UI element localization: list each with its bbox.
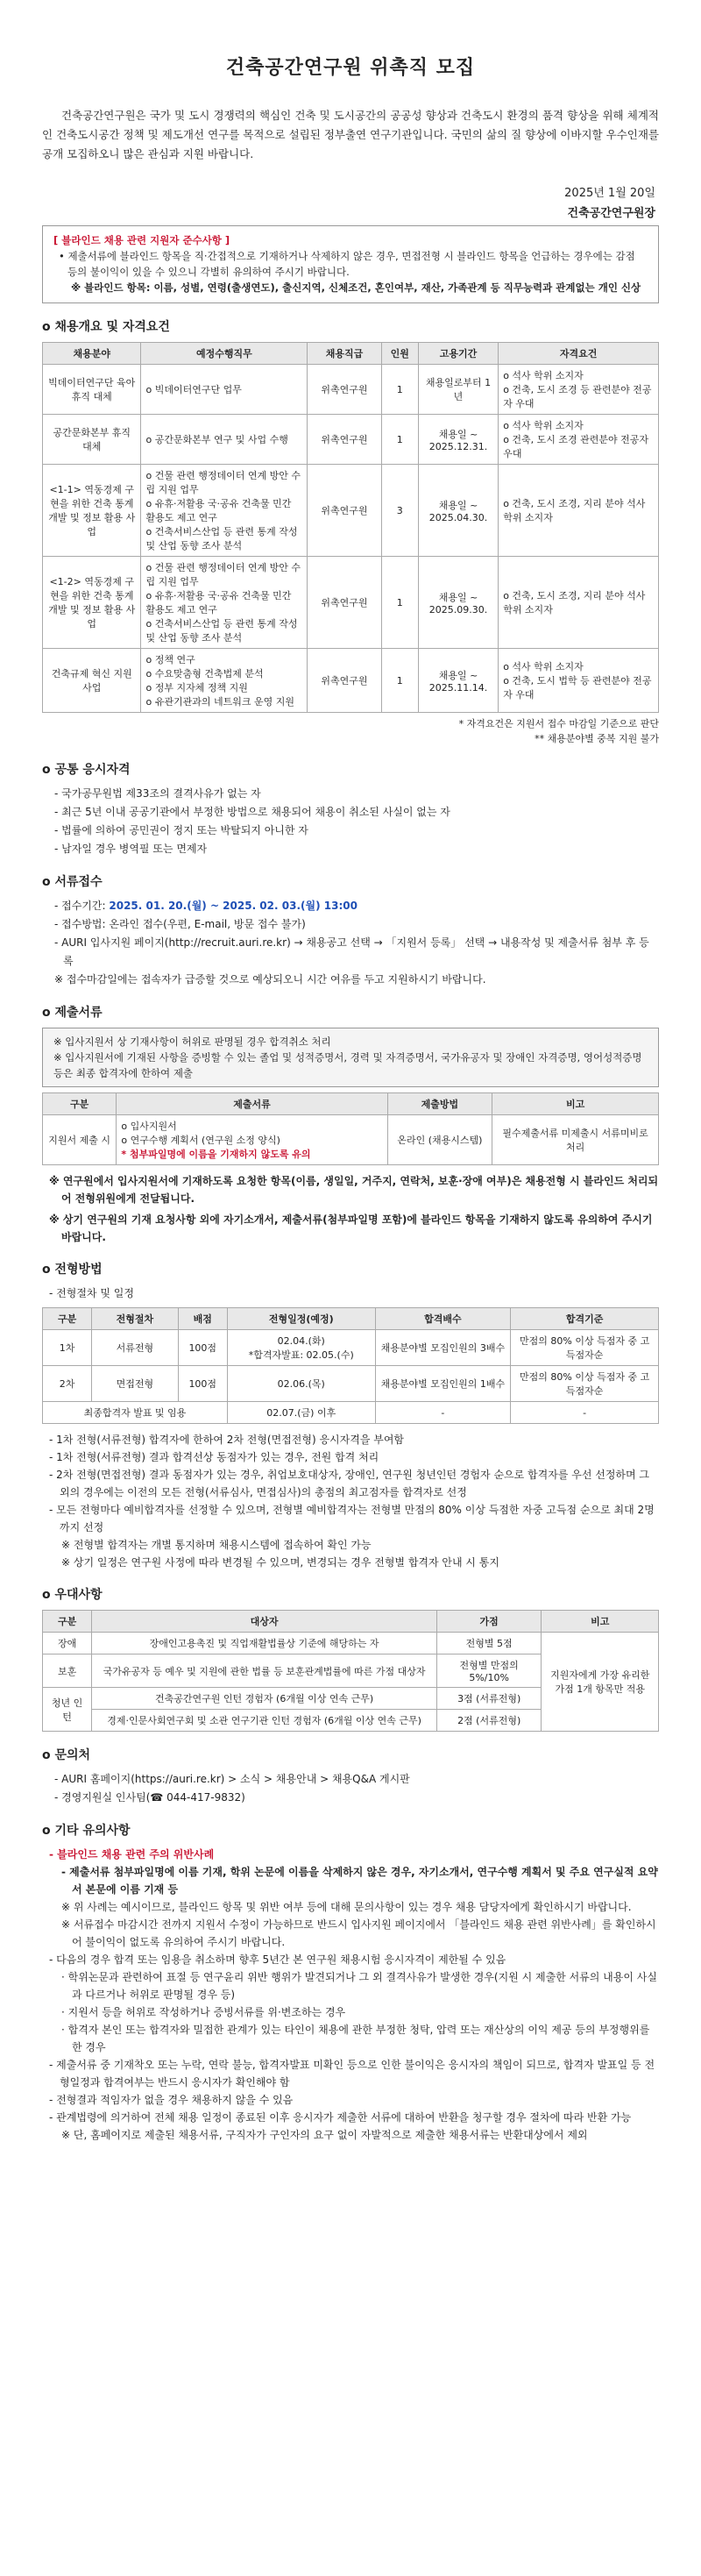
section-heading-overview: o 채용개요 및 자격요건 xyxy=(42,320,170,334)
table-header: 비고 xyxy=(542,1611,659,1633)
preference-table xyxy=(42,1610,659,1732)
list-item: - 남자일 경우 병역필 또는 면제자 xyxy=(54,843,208,855)
table-cell: 3 xyxy=(381,465,418,557)
table-row xyxy=(43,1633,659,1654)
documents-table xyxy=(42,1092,659,1165)
table-cell: 02.06.(목) xyxy=(227,1366,375,1402)
table-cell: 국가유공자 등 예우 및 지원에 관한 법률 등 보훈관계법률에 따른 가점 대상자 xyxy=(92,1654,437,1688)
list-item: ※ 상기 일정은 연구원 사정에 따라 변경될 수 있으며, 변경되는 경우 전형별 합격자 안내 시 통지 xyxy=(61,1556,499,1569)
doc-item: o 입사지원서 xyxy=(121,1121,177,1132)
table-cell: 1 xyxy=(381,649,418,713)
list-item: - 최근 5년 이내 공공기관에서 부정한 방법으로 채용되어 채용이 취소된 사실이 없는 자 xyxy=(54,806,450,818)
table-cell: 채용일로부터 1년 xyxy=(418,365,498,415)
table-cell: 위촉연구원 xyxy=(308,415,381,465)
table-cell: 채용일 ~ 2025.12.31. xyxy=(418,415,498,465)
table-header: 고용기간 xyxy=(418,343,498,365)
application-list xyxy=(42,897,659,989)
table-cell: 위촉연구원 xyxy=(308,557,381,649)
table-cell: 1 xyxy=(381,415,418,465)
table-cell: 100점 xyxy=(178,1330,227,1366)
table-cell xyxy=(117,1115,387,1165)
eligibility-list xyxy=(42,785,659,858)
table-cell: 2차 xyxy=(43,1366,92,1402)
doc-item: o 연구수행 계획서 (연구원 소정 양식) xyxy=(121,1135,280,1146)
blind-notice-box xyxy=(42,225,659,303)
list-item: - 2차 전형(면접전형) 결과 동점자가 있는 경우, 취업보호대상자, 장애인, 연구원 청년인턴 경험자 순으로 합격자를 우선 선정하며 그 외의 경우에는 이전의 모든 전형(서류심사, 면접심사)의 총점의 최고점자를 합격자로 선정 xyxy=(49,1469,649,1498)
table-header: 채용직급 xyxy=(308,343,381,365)
section-heading-process: o 전형방법 xyxy=(42,1263,103,1277)
list-item: - 전형결과 적임자가 없을 경우 채용하지 않을 수 있음 xyxy=(49,2094,294,2106)
section-heading-other: o 기타 유의사항 xyxy=(42,1824,131,1838)
table-cell: 지원서 제출 시 xyxy=(43,1115,117,1165)
table-cell: o 석사 학위 소지자 o 건축, 도시 조경 등 관련분야 전공자 우대 xyxy=(499,365,659,415)
list-item: ※ 위 사례는 예시이므로, 블라인드 항목 및 위반 여부 등에 대해 문의사항이 있는 경우 채용 담당자에게 확인하시기 바랍니다. xyxy=(61,1901,632,1913)
application-period: 2025. 01. 20.(월) ~ 2025. 02. 03.(월) 13:00 xyxy=(109,900,358,912)
table-header: 합격기준 xyxy=(511,1308,659,1330)
table-header: 전형절차 xyxy=(92,1308,178,1330)
table-cell: 100점 xyxy=(178,1366,227,1402)
page-title: 건축공간연구원 위촉직 모집 xyxy=(225,57,476,79)
table-cell: o 석사 학위 소지자 o 건축, 도시 조경 관련분야 전공자 우대 xyxy=(499,415,659,465)
table-cell: 만점의 80% 이상 득점자 중 고득점자순 xyxy=(511,1330,659,1366)
table-cell: 빅데이터연구단 육아휴직 대체 xyxy=(43,365,141,415)
table-header: 구분 xyxy=(43,1308,92,1330)
table-header: 구분 xyxy=(43,1093,117,1115)
list-item: - 제출서류 중 기재착오 또는 누락, 연락 불능, 합격자발표 미확인 등으로 인한 불이익은 응시자의 책임이 되므로, 합격자 발표일 등 전형일정과 합격여부는 반드시 응시자가 확인해야 함 xyxy=(49,2059,655,2089)
table-cell: o 건축, 도시 조경, 지리 분야 석사 학위 소지자 xyxy=(499,557,659,649)
list-item: ※ 서류접수 마감시간 전까지 지원서 수정이 가능하므로 반드시 입사지원 페이지에서 「블라인드 채용 관련 위반사례」를 확인하시어 불이익이 없도록 유의하여 주시기 바랍니다. xyxy=(61,1918,656,1948)
table-header: 가점 xyxy=(436,1611,542,1633)
table-cell: 면접전형 xyxy=(92,1366,178,1402)
list-item: - 1차 전형(서류전형) 결과 합격선상 동점자가 있는 경우, 전원 합격 처리 xyxy=(49,1451,379,1463)
table-row xyxy=(43,649,659,713)
table-cell: 채용일 ~ 2025.09.30. xyxy=(418,557,498,649)
table-cell: 채용분야별 모집인원의 1배수 xyxy=(375,1366,511,1402)
table-cell: 위촉연구원 xyxy=(308,365,381,415)
documents-note-box xyxy=(42,1028,659,1087)
list-item: - 접수방법: 온라인 접수(우편, E-mail, 방문 접수 불가) xyxy=(54,918,306,930)
table-header: 제출방법 xyxy=(387,1093,492,1115)
list-item: - 관계법령에 의거하여 전체 채용 일정이 종료된 이후 응시자가 제출한 서류에 대하여 반환을 청구할 경우 절차에 따라 반환 가능 xyxy=(49,2111,632,2124)
documents-note: ※ 입사지원서 상 기재사항이 허위로 판명될 경우 합격취소 처리 xyxy=(53,1035,331,1048)
list-item: ※ 전형별 합격자는 개별 통지하며 채용시스템에 접속하여 확인 가능 xyxy=(61,1539,372,1551)
table-cell: <1-1> 역동경제 구현을 위한 건축 통계 개발 및 정보 활용 사업 xyxy=(43,465,141,557)
table-cell: 3점 (서류전형) xyxy=(436,1688,542,1710)
table-cell: 보훈 xyxy=(43,1654,92,1688)
list-item: - 접수기간: 2025. 01. 20.(월) ~ 2025. 02. 03.(월) 13:00 xyxy=(54,900,358,912)
list-item: - 모든 전형마다 예비합격자를 선정할 수 있으며, 전형별 예비합격자는 전형별 만점의 80% 이상 득점한 자중 고득점 순으로 최대 2명까지 선정 xyxy=(49,1504,655,1534)
table-cell: 서류전형 xyxy=(92,1330,178,1366)
red-heading: - 블라인드 채용 관련 주의 위반사례 xyxy=(49,1848,215,1861)
table-header: 구분 xyxy=(43,1611,92,1633)
table-row xyxy=(43,415,659,465)
table-header: 인원 xyxy=(381,343,418,365)
table-cell: o 건물 관련 행정데이터 연계 방안 수립 지원 업무 o 유휴·저활용 국·공유 건축물 민간 활용도 제고 연구 o 건축서비스산업 등 관련 통계 작성 및 산업 동향 조사 분석 xyxy=(141,557,308,649)
table-cell: o 공간문화본부 연구 및 사업 수행 xyxy=(141,415,308,465)
table-cell: 건축규제 혁신 지원사업 xyxy=(43,649,141,713)
documents-note: ※ 입사지원서에 기재된 사항을 증빙할 수 있는 졸업 및 성적증명서, 경력 및 자격증명서, 국가유공자 및 장애인 자격증명, 영어성적증명 등은 최종 합격자에 한하여 제출 xyxy=(53,1051,642,1079)
section-heading-documents: o 제출서류 xyxy=(42,1006,103,1020)
table-cell: 공간문화본부 휴직 대체 xyxy=(43,415,141,465)
table-row xyxy=(43,1330,659,1366)
table-row xyxy=(43,1366,659,1402)
table-row xyxy=(43,1402,659,1424)
overview-note: ** 채용분야별 중복 지원 불가 xyxy=(535,733,659,744)
section-heading-contact: o 문의처 xyxy=(42,1748,91,1762)
table-cell: o 건물 관련 행정데이터 연계 방안 수립 지원 업무 o 유휴·저활용 국·공유 건축물 민간 활용도 제고 연구 o 건축서비스산업 등 관련 통계 작성 및 산업 동향 조사 분석 xyxy=(141,465,308,557)
blind-notice-heading: [ 블라인드 채용 관련 지원자 준수사항 ] xyxy=(53,234,230,246)
blind-notice-items: ※ 블라인드 항목: 이름, 성별, 연령(출생연도), 출신지역, 신체조건, 혼인여부, 재산, 가족관계 등 직무능력과 관계없는 개인 신상 xyxy=(71,281,641,294)
list-item: - 다음의 경우 합격 또는 임용을 취소하며 향후 5년간 본 연구원 채용시험 응시자격이 제한될 수 있음 xyxy=(49,1953,506,1966)
issuer: 건축공간연구원장 xyxy=(567,207,655,220)
process-list xyxy=(49,1431,659,1571)
table-row xyxy=(43,1115,659,1165)
table-cell: o 건축, 도시 조경, 지리 분야 석사 학위 소지자 xyxy=(499,465,659,557)
table-cell: 만점의 80% 이상 득점자 중 고득점자순 xyxy=(511,1366,659,1402)
list-item: - 경영지원실 인사팀(☎ 044-417-9832) xyxy=(54,1791,245,1804)
overview-table xyxy=(42,342,659,713)
list-item: · 학위논문과 관련하여 표절 등 연구윤리 위반 행위가 발견되거나 그 외 결격사유가 발생한 경우(지원 시 제출한 서류의 내용이 사실과 다르거나 허위로 판명될 경우 등) xyxy=(61,1971,657,2001)
table-cell: 1 xyxy=(381,557,418,649)
table-cell: 위촉연구원 xyxy=(308,649,381,713)
table-header: 채용분야 xyxy=(43,343,141,365)
list-item: - AURI 홈페이지(https://auri.re.kr) > 소식 > 채용안내 > 채용Q&A 게시판 xyxy=(54,1773,410,1785)
list-item: - 1차 전형(서류전형) 합격자에 한하여 2차 전형(면접전형) 응시자격을 부여함 xyxy=(49,1434,405,1446)
table-cell: o 정책 연구 o 수요맞춤형 건축법제 분석 o 정부 지자체 정책 지원 o 유관기관과의 네트워크 운영 지원 xyxy=(141,649,308,713)
process-subheading: - 전형절차 및 일정 xyxy=(49,1287,134,1299)
intro-paragraph: 건축공간연구원은 국가 및 도시 경쟁력의 핵심인 건축 및 도시공간의 공공성 향상과 건축도시 환경의 품격 향상을 위해 체계적인 건축도시공간 정책 및 제도개선 연구를 목적으로 설립된 정부출연 연구기관입니다. 국민의 삶의 질 향상에 이바지할 우수인재를 공개 모집하오니 많은 관심과 지원 바랍니다. xyxy=(42,109,659,160)
list-item: ※ 단, 홈페이지로 제출된 채용서류, 구직자가 구인자의 요구 없이 자발적으로 제출한 채용서류는 반환대상에서 제외 xyxy=(61,2129,588,2141)
table-cell: 2점 (서류전형) xyxy=(436,1710,542,1732)
table-header: 제출서류 xyxy=(117,1093,387,1115)
table-header: 대상자 xyxy=(92,1611,437,1633)
list-item: ※ 접수마감일에는 접속자가 급증할 것으로 예상되오니 시간 여유를 두고 지원하시기 바랍니다. xyxy=(54,973,486,986)
table-cell: 채용일 ~ 2025.11.14. xyxy=(418,649,498,713)
table-cell: 1 xyxy=(381,365,418,415)
table-cell: 청년 인턴 xyxy=(43,1688,92,1732)
process-table xyxy=(42,1307,659,1424)
overview-note: * 자격요건은 지원서 접수 마감일 기준으로 판단 xyxy=(458,718,659,729)
section-heading-application: o 서류접수 xyxy=(42,875,103,889)
table-header: 비고 xyxy=(492,1093,659,1115)
table-cell: 장애인고용촉진 및 직업재활법률상 기준에 해당하는 자 xyxy=(92,1633,437,1654)
table-cell: 지원자에게 가장 유리한 가점 1개 항목만 적용 xyxy=(542,1633,659,1732)
table-header: 자격요건 xyxy=(499,343,659,365)
table-row xyxy=(43,557,659,649)
contact-list xyxy=(42,1770,659,1807)
doc-warning: * 첨부파일명에 이름을 기재하지 않도록 유의 xyxy=(121,1149,311,1160)
application-path: - AURI 입사지원 페이지(http://recruit.auri.re.kr) → 채용공고 선택 → 「지원서 등록」 선택 → 내용작성 및 제출서류 첨부 후 등록 xyxy=(54,936,649,967)
table-cell: 필수제출서류 미제출시 서류미비로 처리 xyxy=(492,1115,659,1165)
table-header: 합격배수 xyxy=(375,1308,511,1330)
red-body: - 제출서류 첨부파일명에 이름 기재, 학위 논문에 이름을 삭제하지 않은 경우, 자기소개서, 연구수행 계획서 및 주요 연구실적 요약서 본문에 이름 기재 등 xyxy=(61,1866,658,1896)
table-cell: 최종합격자 발표 및 임용 xyxy=(43,1402,228,1424)
table-cell: - xyxy=(511,1402,659,1424)
table-header: 배점 xyxy=(178,1308,227,1330)
table-cell: 채용일 ~ 2025.04.30. xyxy=(418,465,498,557)
table-cell: 위촉연구원 xyxy=(308,465,381,557)
table-cell: 온라인 (채용시스템) xyxy=(387,1115,492,1165)
table-row xyxy=(43,465,659,557)
table-header: 전형일정(예정) xyxy=(227,1308,375,1330)
list-item: · 지원서 등을 허위로 작성하거나 증빙서류를 위·변조하는 경우 xyxy=(61,2006,346,2018)
other-notes xyxy=(49,1846,659,2144)
section-heading-eligibility: o 공통 응시자격 xyxy=(42,763,131,777)
list-item: - 국가공무원법 제33조의 결격사유가 없는 자 xyxy=(54,787,261,800)
notice-date: 2025년 1월 20일 xyxy=(564,187,655,200)
table-cell: - xyxy=(375,1402,511,1424)
table-row xyxy=(43,365,659,415)
list-item: · 합격자 본인 또는 합격자와 밀접한 관계가 있는 타인이 채용에 관한 부정한 청탁, 압력 또는 재산상의 이익 제공 등의 부정행위를 한 경우 xyxy=(61,2024,650,2053)
list-item: - 법률에 의하여 공민권이 정지 또는 박탈되지 아니한 자 xyxy=(54,824,308,836)
table-cell: 채용분야별 모집인원의 3배수 xyxy=(375,1330,511,1366)
table-header: 예정수행직무 xyxy=(141,343,308,365)
table-cell: 02.04.(화) *합격자발표: 02.05.(수) xyxy=(227,1330,375,1366)
table-cell: 1차 xyxy=(43,1330,92,1366)
table-cell: 장애 xyxy=(43,1633,92,1654)
table-cell: 경제·인문사회연구회 및 소관 연구기관 인턴 경험자 (6개월 이상 연속 근무) xyxy=(92,1710,437,1732)
table-cell: 02.07.(금) 이후 xyxy=(227,1402,375,1424)
documents-blind-note: ※ 연구원에서 입사지원서에 기재하도록 요청한 항목(이름, 생일일, 거주지, 연락처, 보훈·장애 여부)은 채용전형 시 블라인드 처리되어 전형위원에게 전달됩니다. xyxy=(49,1175,659,1205)
table-cell: 전형별 만점의 5%/10% xyxy=(436,1654,542,1688)
table-cell: o 빅데이터연구단 업무 xyxy=(141,365,308,415)
table-cell: o 석사 학위 소지자 o 건축, 도시 법학 등 관련분야 전공자 우대 xyxy=(499,649,659,713)
table-cell: <1-2> 역동경제 구현을 위한 건축 통계 개발 및 정보 활용 사업 xyxy=(43,557,141,649)
table-cell: 건축공간연구원 인턴 경험자 (6개월 이상 연속 근무) xyxy=(92,1688,437,1710)
table-cell: 전형별 5점 xyxy=(436,1633,542,1654)
blind-notice-line: • 제출서류에 블라인드 항목을 직·간접적으로 기재하거나 삭제하지 않은 경우, 면접전형 시 블라인드 항목을 언급하는 경우에는 감점 등의 불이익이 있을 수 있으니 각별히 유의하여 주시기 바랍니다. xyxy=(59,250,635,278)
section-heading-preference: o 우대사항 xyxy=(42,1588,103,1602)
documents-blind-note: ※ 상기 연구원의 기재 요청사항 외에 자기소개서, 제출서류(첨부파일명 포함)에 블라인드 항목을 기재하지 않도록 유의하여 주시기 바랍니다. xyxy=(49,1213,653,1243)
